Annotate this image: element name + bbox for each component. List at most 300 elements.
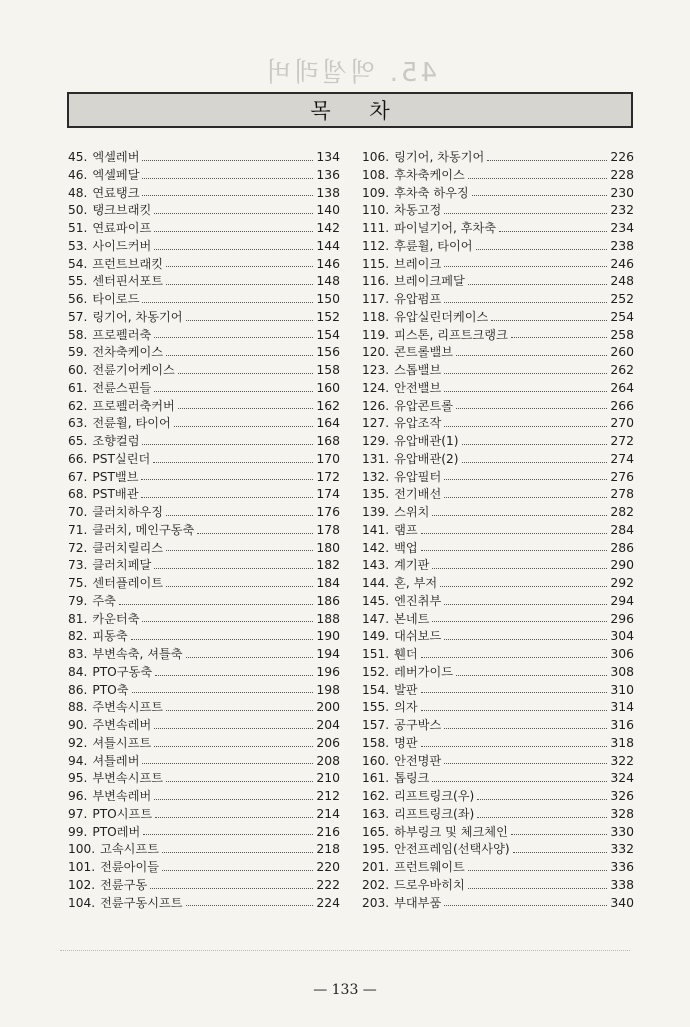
toc-entry-page: 336 <box>610 859 634 874</box>
toc-entry-title: 휀더 <box>394 647 418 661</box>
toc-entry-page: 308 <box>610 663 634 679</box>
toc-entry-title: 콘트롤밸브 <box>394 345 454 360</box>
dot-leader <box>166 586 313 587</box>
toc-entry-page: 144 <box>316 237 340 253</box>
toc-entry-number: 143. <box>362 558 390 573</box>
toc-entry <box>362 308 634 326</box>
toc-entry-page: 294 <box>610 592 634 608</box>
dot-leader <box>444 373 607 374</box>
toc-entry-title: 사이드커버 <box>92 238 152 253</box>
toc-entry-title: 연료파이프 <box>92 221 152 235</box>
dot-leader <box>421 692 608 693</box>
toc-entry-page: 260 <box>610 344 634 360</box>
dot-leader <box>468 870 608 871</box>
toc-entry-title: 연료탱크 <box>92 185 140 200</box>
dot-leader <box>499 231 607 232</box>
dot-leader <box>142 178 313 179</box>
toc-entry-number: 50. <box>68 203 88 218</box>
dot-leader <box>155 817 313 818</box>
toc-entry-title: 클러치페달 <box>92 558 152 573</box>
toc-entry-page: 318 <box>610 734 634 750</box>
toc-entry <box>362 237 634 255</box>
toc-entry <box>362 592 634 610</box>
toc-entry-number: 147. <box>362 611 390 626</box>
dot-leader <box>472 195 608 196</box>
toc-entry <box>362 148 634 166</box>
toc-entry-title: 주변속레버 <box>92 718 152 732</box>
toc-entry-number: 118. <box>362 309 390 324</box>
toc-entry-number: 75. <box>68 576 88 590</box>
toc-entry <box>68 592 340 610</box>
toc-entry-number: 127. <box>362 416 390 431</box>
toc-entry-page: 228 <box>610 166 634 182</box>
dot-leader <box>166 710 313 711</box>
toc-entry-title: 리프트링크(우) <box>394 789 475 803</box>
toc-entry <box>68 201 340 219</box>
dot-leader <box>186 320 314 321</box>
toc-entry-title: 유압필터 <box>394 469 442 484</box>
toc-entry-title: 브레이크페달 <box>394 274 465 289</box>
toc-entry-title: 카운터축 <box>92 611 140 626</box>
toc-entry <box>68 361 340 379</box>
toc-entry-title: 유압배관(2) <box>394 451 459 466</box>
toc-entry <box>68 184 340 202</box>
dot-leader <box>444 905 607 906</box>
toc-entry-page: 290 <box>610 557 634 573</box>
toc-entry <box>362 184 634 202</box>
dot-leader <box>154 391 313 392</box>
toc-entry-page: 222 <box>316 876 340 892</box>
dot-leader <box>154 213 313 214</box>
toc-entry <box>68 166 340 184</box>
toc-entry <box>68 237 340 255</box>
toc-entry-number: 79. <box>68 593 88 608</box>
toc-entry-page: 216 <box>316 823 340 839</box>
toc-entry-title: 파이널기어, 후차축 <box>394 221 497 235</box>
toc-entry <box>362 521 634 539</box>
toc-entry <box>362 716 634 734</box>
toc-entry-number: 119. <box>362 327 390 342</box>
toc-entry-title: PTO시프트 <box>92 806 153 821</box>
toc-entry-number: 84. <box>68 664 88 679</box>
toc-entry <box>68 876 340 894</box>
toc-entry-title: 백업 <box>394 540 418 555</box>
toc-entry-number: 96. <box>68 789 88 803</box>
toc-entry-number: 65. <box>68 434 88 448</box>
toc-entry <box>68 556 340 574</box>
toc-entry <box>68 805 340 823</box>
toc-entry-number: 56. <box>68 292 88 306</box>
toc-entry-number: 123. <box>362 363 390 377</box>
toc-entry-page: 258 <box>610 326 634 342</box>
dot-leader <box>154 249 313 250</box>
toc-entry-page: 182 <box>316 557 340 573</box>
toc-entry-title: 유압실린더케이스 <box>394 309 489 324</box>
toc-entry-number: 161. <box>362 771 390 786</box>
toc-entry-page: 282 <box>610 504 634 519</box>
toc-entry-title: 프로펠러축커버 <box>92 398 175 413</box>
toc-entry <box>362 468 634 486</box>
toc-entry <box>362 272 634 290</box>
toc-entry-number: 81. <box>68 611 88 626</box>
toc-entry-page: 218 <box>316 841 340 857</box>
dot-leader <box>142 444 313 445</box>
toc-entry <box>68 539 340 557</box>
toc-entry <box>68 840 340 858</box>
toc-entry <box>362 805 634 823</box>
toc-entry <box>362 840 634 858</box>
toc-entry-number: 67. <box>68 469 88 484</box>
dot-leader <box>174 426 314 427</box>
dot-leader <box>154 231 313 232</box>
toc-entry-title: PST밸브 <box>92 469 139 484</box>
toc-entry <box>68 610 340 628</box>
dot-leader <box>421 533 608 534</box>
toc-entry-number: 48. <box>68 185 88 200</box>
toc-entry <box>362 610 634 628</box>
toc-entry-page: 292 <box>610 575 634 590</box>
toc-entry-page: 178 <box>316 521 340 537</box>
toc-entry-title: 계기판 <box>394 558 430 573</box>
toc-entry-page: 158 <box>316 362 340 377</box>
toc-entry <box>362 769 634 787</box>
toc-entry <box>362 290 634 308</box>
toc-entry-page: 188 <box>316 610 340 626</box>
toc-entry-title: 의자 <box>394 700 418 715</box>
toc-entry <box>362 201 634 219</box>
toc-entry-number: 99. <box>68 824 88 839</box>
toc-entry-page: 304 <box>610 628 634 644</box>
toc-entry <box>68 734 340 752</box>
dot-leader <box>444 639 607 640</box>
toc-entry-title: 조향컬럼 <box>92 434 140 448</box>
toc-entry <box>68 894 340 912</box>
dot-leader <box>166 266 313 267</box>
toc-entry <box>68 414 340 432</box>
toc-entry-title: PST배관 <box>92 487 139 502</box>
dot-leader <box>511 834 607 835</box>
dot-leader <box>166 355 313 356</box>
dot-leader <box>476 249 608 250</box>
toc-entry-title: 링기어, 차동기어 <box>92 309 183 324</box>
toc-entry-number: 163. <box>362 806 390 821</box>
dot-leader <box>186 657 314 658</box>
toc-entry-number: 54. <box>68 256 88 271</box>
dot-leader <box>142 763 313 764</box>
toc-entry-title: 레버가이드 <box>394 664 454 679</box>
dot-leader <box>154 728 313 729</box>
toc-entry-title: 프런트브래킷 <box>92 256 164 271</box>
dot-leader <box>462 444 608 445</box>
dot-leader <box>432 568 607 569</box>
bottom-divider <box>60 950 630 951</box>
toc-entry-page: 238 <box>610 237 634 253</box>
toc-entry <box>68 343 340 361</box>
toc-entry-title: 브레이크 <box>394 256 442 271</box>
toc-entry-page: 214 <box>316 805 340 821</box>
toc-entry-page: 226 <box>610 149 634 164</box>
toc-entry-page: 310 <box>610 681 634 697</box>
dot-leader <box>142 621 313 622</box>
toc-entry-number: 70. <box>68 505 88 519</box>
toc-entry-number: 135. <box>362 487 390 502</box>
toc-entry <box>68 468 340 486</box>
toc-entry-number: 120. <box>362 345 390 360</box>
toc-entry <box>362 894 634 912</box>
toc-entry-page: 194 <box>316 646 340 661</box>
toc-entry-page: 286 <box>610 539 634 555</box>
toc-entry-title: 피동축 <box>92 629 128 644</box>
toc-entry-number: 201. <box>362 860 390 874</box>
toc-entry <box>362 876 634 894</box>
toc-entry-title: 주변속시프트 <box>92 700 164 715</box>
toc-entry-page: 174 <box>316 486 340 502</box>
toc-entry <box>68 272 340 290</box>
dot-leader <box>421 746 608 747</box>
toc-entry-number: 58. <box>68 327 88 342</box>
toc-entry-title: 엑셀페달 <box>92 167 140 182</box>
toc-entry-title: 주축 <box>92 593 116 608</box>
dot-leader <box>131 639 314 640</box>
toc-entry-number: 51. <box>68 221 88 235</box>
toc-entry-title: 안전밸브 <box>394 380 442 395</box>
toc-entry-title: 전륜기어케이스 <box>92 363 175 377</box>
toc-entry-page: 146 <box>316 255 340 271</box>
dot-leader <box>477 799 607 800</box>
toc-entry-number: 59. <box>68 345 88 360</box>
toc-entry-number: 142. <box>362 540 390 555</box>
toc-entry-title: 고속시프트 <box>100 842 160 857</box>
toc-entry-title: 차동고정 <box>394 203 442 218</box>
toc-entry-title: 클러치릴리스 <box>92 540 164 555</box>
dot-leader <box>141 497 313 498</box>
toc-entry-title: PTO축 <box>92 682 129 697</box>
toc-entry <box>362 663 634 681</box>
toc-entry <box>362 574 634 592</box>
dot-leader <box>166 284 313 285</box>
dot-leader <box>197 533 313 534</box>
toc-entry-title: 전륜구동 <box>100 877 148 892</box>
dot-leader <box>166 550 313 551</box>
dot-leader <box>141 479 313 480</box>
dot-leader <box>150 888 313 889</box>
toc-entry-title: 본네트 <box>394 611 430 626</box>
dot-leader <box>444 479 607 480</box>
toc-entry-number: 162. <box>362 789 390 803</box>
toc-entry-page: 338 <box>610 876 634 892</box>
dot-leader <box>444 604 607 605</box>
dot-leader <box>143 834 313 835</box>
toc-entry-page: 248 <box>610 273 634 289</box>
dot-leader <box>511 337 607 338</box>
toc-entry <box>68 308 340 326</box>
toc-entry-page: 176 <box>316 504 340 519</box>
dot-leader <box>462 462 608 463</box>
toc-entry-title: 부변속시프트 <box>92 771 164 786</box>
toc-entry-number: 45. <box>68 150 88 164</box>
toc-entry-number: 95. <box>68 771 88 786</box>
toc-entry-number: 53. <box>68 238 88 253</box>
toc-entry-title: 유압콘트롤 <box>394 398 454 413</box>
toc-entry <box>362 379 634 397</box>
toc-entry-title: 센터플레이트 <box>92 576 164 590</box>
dot-leader <box>477 817 607 818</box>
toc-entry-title: 셔틀레버 <box>92 753 140 768</box>
toc-entry <box>362 219 634 237</box>
toc-entry-number: 117. <box>362 292 390 306</box>
toc-entry-number: 46. <box>68 167 88 182</box>
toc-entry <box>362 823 634 841</box>
toc-entry-title: 전륜스핀들 <box>92 380 152 395</box>
toc-entry-title: 엑셀레버 <box>92 150 140 164</box>
dot-leader <box>456 355 607 356</box>
toc-entry-page: 332 <box>610 841 634 857</box>
dot-leader <box>154 746 313 747</box>
toc-entry-title: PST실린더 <box>92 451 151 466</box>
dot-leader <box>155 675 313 676</box>
toc-entry-page: 148 <box>316 273 340 289</box>
toc-entry <box>68 645 340 663</box>
toc-entry-title: PTO구동축 <box>92 664 153 679</box>
toc-entry-page: 138 <box>316 184 340 200</box>
toc-entry-title: 후차축 하우징 <box>394 185 469 200</box>
toc-entry <box>362 343 634 361</box>
toc-entry <box>362 326 634 344</box>
toc-entry <box>68 716 340 734</box>
toc-entry <box>68 148 340 166</box>
toc-entry-number: 144. <box>362 576 390 590</box>
toc-entry <box>362 681 634 699</box>
toc-entry-page: 272 <box>610 433 634 448</box>
toc-entry-title: 혼, 부저 <box>394 576 438 590</box>
toc-entry <box>362 485 634 503</box>
toc-entry-number: 90. <box>68 718 88 732</box>
toc-entry-title: 발판 <box>394 682 418 697</box>
toc-entry-number: 139. <box>362 505 390 519</box>
toc-entry-title: 유압펌프 <box>394 292 442 306</box>
dot-leader <box>444 302 607 303</box>
toc-entry-number: 141. <box>362 522 390 537</box>
toc-entry-page: 204 <box>316 717 340 732</box>
toc-entry-page: 224 <box>316 894 340 910</box>
toc-entry-page: 314 <box>610 699 634 715</box>
toc-entry-page: 186 <box>316 592 340 608</box>
toc-entry-number: 86. <box>68 682 88 697</box>
toc-entry-title: 센터핀서포트 <box>92 274 164 289</box>
toc-entry-number: 116. <box>362 274 390 289</box>
dot-leader <box>444 497 607 498</box>
toc-entry <box>68 787 340 805</box>
toc-entry-page: 316 <box>610 717 634 732</box>
toc-entry-page: 254 <box>610 308 634 324</box>
dot-leader <box>444 763 607 764</box>
toc-entry <box>362 556 634 574</box>
toc-entry-title: 명판 <box>394 735 418 750</box>
toc-entry-page: 190 <box>316 628 340 644</box>
dot-leader <box>456 408 607 409</box>
toc-entry-page: 196 <box>316 663 340 679</box>
toc-entry <box>68 698 340 716</box>
toc-entry-page: 152 <box>316 308 340 324</box>
toc-entry <box>68 823 340 841</box>
toc-entry <box>362 539 634 557</box>
toc-entry <box>362 858 634 876</box>
toc-entry <box>68 219 340 237</box>
toc-entry-page: 172 <box>316 468 340 484</box>
dot-leader <box>444 266 607 267</box>
toc-entry-title: 부대부품 <box>394 895 442 910</box>
toc-entry-number: 82. <box>68 629 88 644</box>
toc-entry-number: 55. <box>68 274 88 289</box>
toc-entry-page: 262 <box>610 362 634 377</box>
toc-entry-number: 131. <box>362 451 390 466</box>
page-number: — 133 — <box>313 982 377 998</box>
dot-leader <box>456 675 607 676</box>
toc-entry-page: 168 <box>316 433 340 448</box>
toc-entry-number: 102. <box>68 877 96 892</box>
toc-entry <box>362 397 634 415</box>
toc-entry-page: 284 <box>610 521 634 537</box>
toc-entry-title: 램프 <box>394 522 418 537</box>
toc-entry-number: 129. <box>362 434 390 448</box>
toc-entry-title: 공구박스 <box>394 718 442 732</box>
toc-entry-number: 157. <box>362 718 390 732</box>
toc-entry <box>362 734 634 752</box>
toc-entry-page: 328 <box>610 805 634 821</box>
toc-entry-page: 270 <box>610 415 634 431</box>
toc-entry-title: 후차축케이스 <box>394 167 465 182</box>
toc-entry-title: 전륜구동시프트 <box>100 895 183 910</box>
dot-leader <box>119 604 313 605</box>
toc-entry-title: 대쉬보드 <box>394 629 442 644</box>
toc-entry-title: 스톱밸브 <box>394 363 442 377</box>
toc-entry <box>68 521 340 539</box>
toc-entry-title: 드로우바히치 <box>394 877 465 892</box>
toc-entry <box>362 450 634 468</box>
toc-entry-number: 202. <box>362 877 390 892</box>
toc-entry-page: 154 <box>316 326 340 342</box>
toc-entry <box>362 255 634 273</box>
toc-entry-number: 57. <box>68 309 88 324</box>
toc-entry-number: 101. <box>68 860 96 874</box>
toc-entry <box>68 485 340 503</box>
toc-entry-page: 276 <box>610 468 634 484</box>
toc-entry-title: 엔진취부 <box>394 593 442 608</box>
toc-entry-page: 324 <box>610 770 634 786</box>
toc-entry-page: 142 <box>316 220 340 235</box>
toc-entry-number: 154. <box>362 682 390 697</box>
toc-entry-number: 66. <box>68 451 88 466</box>
toc-entry <box>362 432 634 450</box>
dot-leader <box>153 462 313 463</box>
dot-leader <box>166 781 313 782</box>
toc-entry <box>68 326 340 344</box>
toc-entry-title: PTO레버 <box>92 824 141 839</box>
dot-leader <box>468 284 608 285</box>
dot-leader <box>162 852 313 853</box>
toc-entry <box>362 645 634 663</box>
toc-entry-number: 71. <box>68 522 88 537</box>
toc-entry-number: 111. <box>362 221 390 235</box>
toc-entry <box>362 503 634 521</box>
toc-entry-number: 62. <box>68 398 88 413</box>
toc-entry-number: 151. <box>362 647 390 661</box>
toc-entry-number: 109. <box>362 185 390 200</box>
dot-leader <box>421 550 608 551</box>
dot-leader <box>154 337 313 338</box>
toc-entry-page: 234 <box>610 220 634 235</box>
dot-leader <box>487 160 607 161</box>
